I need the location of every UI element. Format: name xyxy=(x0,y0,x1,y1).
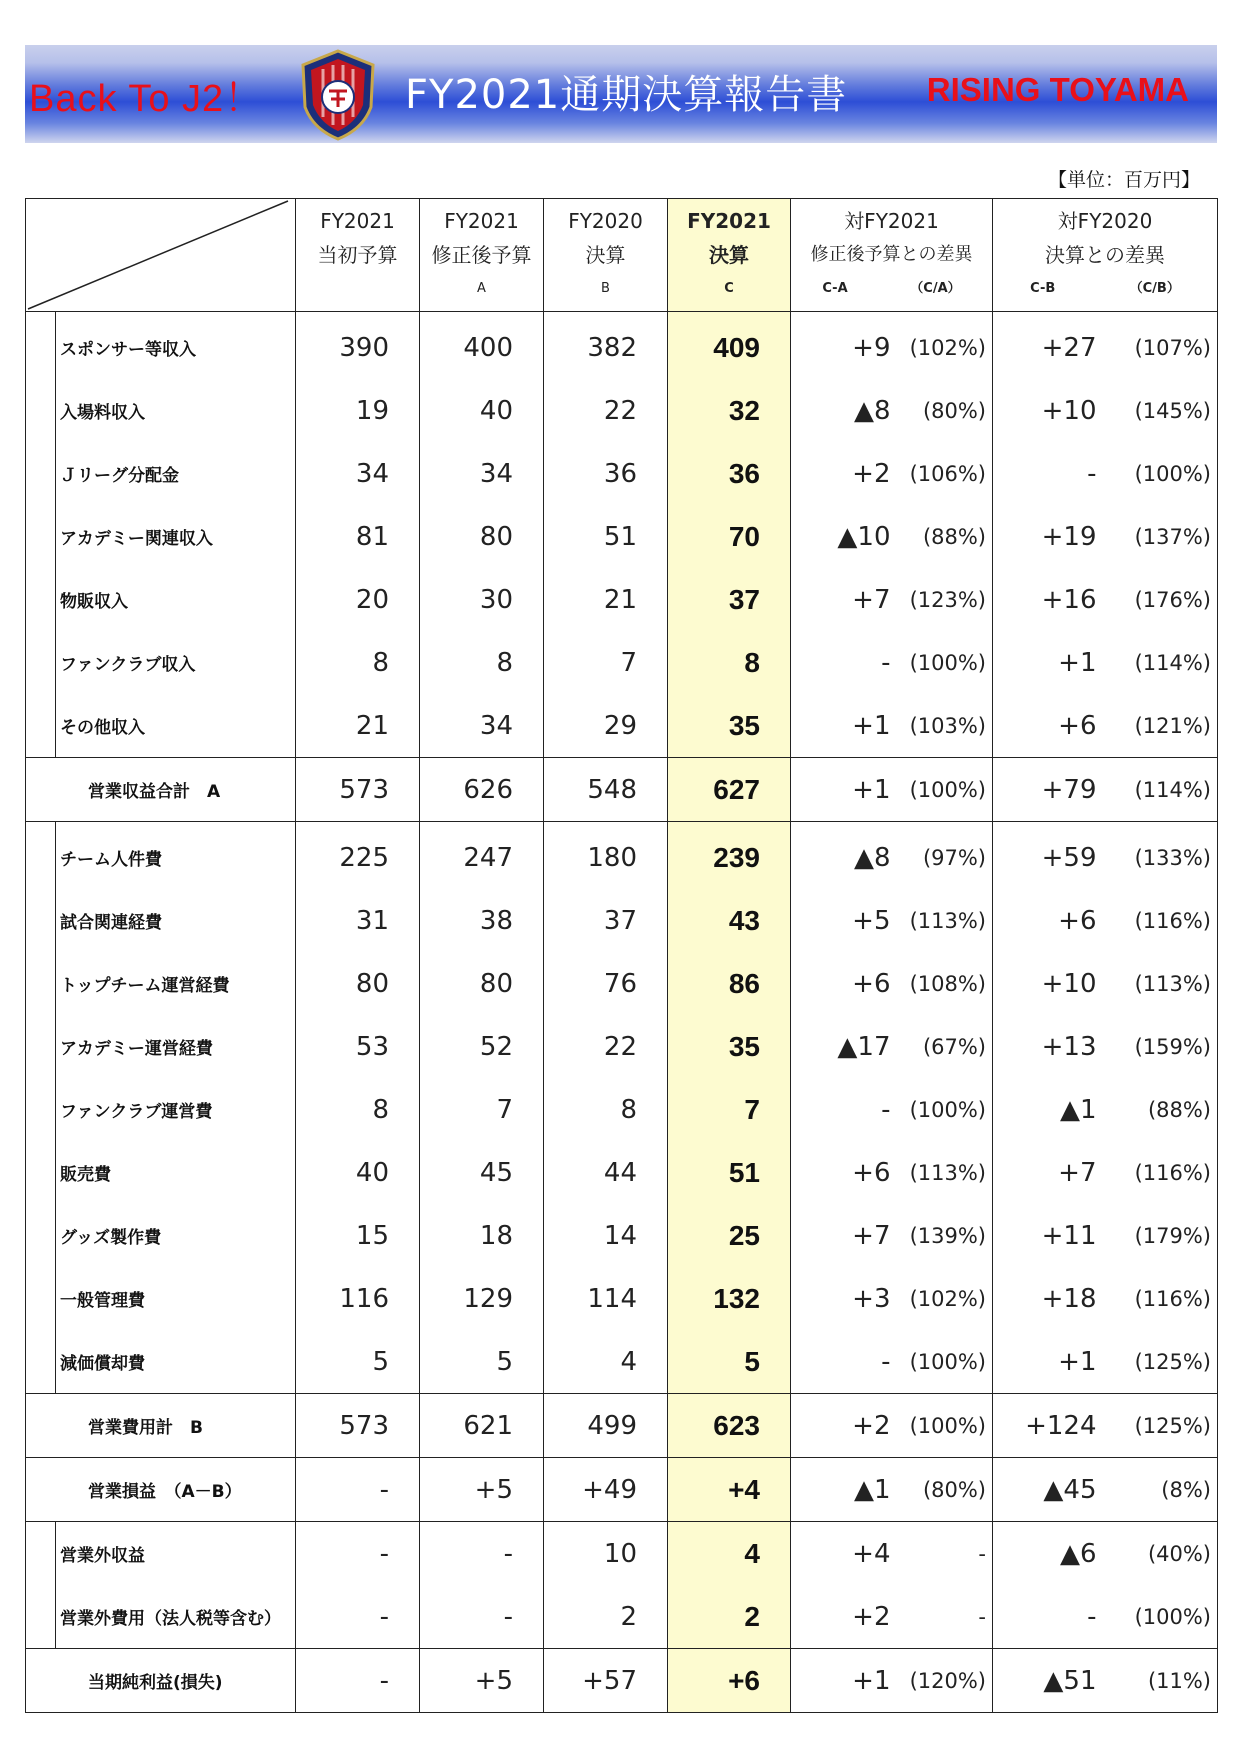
diff-vs-fy2020: +11 xyxy=(993,1204,1103,1267)
value-col-1: 7 xyxy=(420,1078,544,1141)
diff-vs-fy2020: +16 xyxy=(993,568,1103,631)
value-col-2: 44 xyxy=(544,1141,668,1204)
row-indent xyxy=(26,889,56,952)
ratio-vs-fy2020: (114%) xyxy=(1103,631,1218,694)
row-label: 営業損益 （A－B） xyxy=(26,1458,296,1522)
ratio-vs-fy2020: (100%) xyxy=(1103,1585,1218,1649)
value-col-2: 22 xyxy=(544,1015,668,1078)
row-indent xyxy=(26,442,56,505)
value-col-1: +5 xyxy=(420,1458,544,1522)
diff-vs-fy2020: +6 xyxy=(993,694,1103,758)
value-col-2: 29 xyxy=(544,694,668,758)
diff-vs-fy2020: ▲51 xyxy=(993,1649,1103,1713)
row-indent xyxy=(26,1330,56,1394)
row-indent xyxy=(26,1015,56,1078)
value-col-0: 5 xyxy=(296,1330,420,1394)
title-banner xyxy=(25,45,1217,143)
ratio-vs-fy2020: (137%) xyxy=(1103,505,1218,568)
ratio-vs-revised: (113%) xyxy=(909,1160,986,1185)
header-line1: FY2021 xyxy=(687,209,771,233)
ratio-vs-revised: (102%) xyxy=(909,1286,986,1311)
diff-vs-revised: +5 xyxy=(791,889,897,952)
ratio-vs-fy2020: (114%) xyxy=(1103,758,1218,822)
ratio-vs-fy2020: (88%) xyxy=(1103,1078,1218,1141)
value-col-0: 19 xyxy=(296,379,420,442)
header-code: A xyxy=(477,281,486,296)
row-label: 営業外費用（法人税等含む） xyxy=(56,1585,296,1649)
value-fy2021-actual: 35 xyxy=(668,694,791,758)
ratio-vs-revised: (100%) xyxy=(909,650,986,675)
slogan: Back To J2！ xyxy=(29,78,264,120)
value-col-1: - xyxy=(420,1585,544,1649)
ratio-vs-revised: (80%) xyxy=(897,1458,993,1522)
diff-vs-revised: +2 xyxy=(791,1585,897,1649)
value-col-2: 76 xyxy=(544,952,668,1015)
diff-vs-fy2020: ▲1 xyxy=(993,1078,1103,1141)
value-col-0: - xyxy=(296,1458,420,1522)
ratio-vs-revised: (80%) xyxy=(922,398,986,423)
ratio-vs-fy2020: (116%) xyxy=(1103,1141,1218,1204)
value-fy2021-actual: 8 xyxy=(668,631,791,694)
table-row xyxy=(26,822,1218,890)
value-col-0: 34 xyxy=(296,442,420,505)
ratio-vs-fy2020: (116%) xyxy=(1103,889,1218,952)
value-col-2: 8 xyxy=(544,1078,668,1141)
diff-vs-revised: - xyxy=(791,1330,897,1394)
row-label: ファンクラブ運営費 xyxy=(56,1078,296,1141)
ratio-vs-fy2020: (179%) xyxy=(1103,1204,1218,1267)
row-label: 営業外収益 xyxy=(56,1522,296,1586)
ratio-vs-revised: (108%) xyxy=(909,971,986,996)
club-name: RISING TOYAMA xyxy=(926,71,1189,108)
diff-vs-revised: +1 xyxy=(791,1649,897,1713)
table-row xyxy=(26,1330,1218,1394)
value-col-0: 8 xyxy=(296,631,420,694)
value-col-0: - xyxy=(296,1585,420,1649)
row-label: 販売費 xyxy=(56,1141,296,1204)
header-code: C-A xyxy=(822,281,848,296)
value-fy2021-actual: 5 xyxy=(668,1330,791,1394)
row-label: その他収入 xyxy=(56,694,296,758)
value-col-2: 2 xyxy=(544,1585,668,1649)
table-row xyxy=(26,1015,1218,1078)
value-col-0: 390 xyxy=(296,312,420,380)
ratio-vs-revised: (139%) xyxy=(909,1223,986,1248)
ratio-vs-fy2020: (145%) xyxy=(1103,379,1218,442)
value-fy2021-actual: 627 xyxy=(668,758,791,822)
ratio-vs-fy2020: (113%) xyxy=(1103,952,1218,1015)
table-row xyxy=(26,1267,1218,1330)
row-label: アカデミー関連収入 xyxy=(56,505,296,568)
diff-vs-fy2020: +59 xyxy=(993,822,1103,890)
value-col-0: 15 xyxy=(296,1204,420,1267)
value-col-1: 52 xyxy=(420,1015,544,1078)
value-col-2: 22 xyxy=(544,379,668,442)
diff-vs-revised: +3 xyxy=(791,1267,897,1330)
diff-vs-fy2020: +1 xyxy=(993,1330,1103,1394)
row-indent xyxy=(26,1267,56,1330)
row-indent xyxy=(26,1522,56,1586)
value-fy2021-actual: 25 xyxy=(668,1204,791,1267)
value-col-1: 5 xyxy=(420,1330,544,1394)
row-label: Ｊリーグ分配金 xyxy=(56,442,296,505)
value-col-1: 34 xyxy=(420,694,544,758)
table-row xyxy=(26,505,1218,568)
row-indent xyxy=(26,1204,56,1267)
ratio-vs-fy2020: (125%) xyxy=(1103,1330,1218,1394)
ratio-vs-revised: - xyxy=(978,1604,986,1629)
row-indent xyxy=(26,631,56,694)
ratio-vs-fy2020: (107%) xyxy=(1103,312,1218,380)
value-col-1: 400 xyxy=(420,312,544,380)
diff-vs-fy2020: - xyxy=(993,1585,1103,1649)
header-fy2021-actual xyxy=(668,199,791,312)
table-row xyxy=(26,1141,1218,1204)
value-col-0: - xyxy=(296,1522,420,1586)
diff-vs-fy2020: +79 xyxy=(993,758,1103,822)
diff-vs-revised: +7 xyxy=(791,1204,897,1267)
ratio-vs-fy2020: (116%) xyxy=(1103,1267,1218,1330)
table-row xyxy=(26,889,1218,952)
value-col-2: 382 xyxy=(544,312,668,380)
header-row xyxy=(26,199,1218,312)
value-col-1: 129 xyxy=(420,1267,544,1330)
value-fy2021-actual: 86 xyxy=(668,952,791,1015)
header-corner xyxy=(26,199,296,312)
ratio-vs-revised: (100%) xyxy=(909,1349,986,1374)
value-col-1: 626 xyxy=(420,758,544,822)
row-indent xyxy=(26,312,56,380)
ratio-vs-fy2020: (40%) xyxy=(1103,1522,1218,1586)
table-row xyxy=(26,442,1218,505)
diff-vs-revised: +1 xyxy=(791,694,897,758)
ratio-vs-fy2020: (176%) xyxy=(1103,568,1218,631)
value-fy2021-actual: 409 xyxy=(668,312,791,380)
row-label: アカデミー運営経費 xyxy=(56,1015,296,1078)
net-income-row xyxy=(26,1649,1218,1713)
value-col-0: 81 xyxy=(296,505,420,568)
row-label: スポンサー等収入 xyxy=(56,312,296,380)
diff-vs-fy2020: +7 xyxy=(993,1141,1103,1204)
diff-vs-fy2020: ▲45 xyxy=(993,1458,1103,1522)
ratio-vs-fy2020: (121%) xyxy=(1103,694,1218,758)
diff-vs-fy2020: +27 xyxy=(993,312,1103,380)
diff-vs-revised: - xyxy=(791,1078,897,1141)
value-col-2: 7 xyxy=(544,631,668,694)
diff-vs-revised: +6 xyxy=(791,952,897,1015)
header-line1: FY2021 xyxy=(444,209,519,233)
header-code: C xyxy=(724,281,734,296)
value-fy2021-actual: 623 xyxy=(668,1394,791,1458)
value-col-1: 30 xyxy=(420,568,544,631)
ratio-vs-fy2020: (8%) xyxy=(1103,1458,1218,1522)
value-col-2: 36 xyxy=(544,442,668,505)
row-indent xyxy=(26,1078,56,1141)
row-label: 試合関連経費 xyxy=(56,889,296,952)
value-col-1: 40 xyxy=(420,379,544,442)
ratio-vs-fy2020: (100%) xyxy=(1103,442,1218,505)
value-col-2: 4 xyxy=(544,1330,668,1394)
diagonal-line-icon xyxy=(26,199,296,311)
ratio-vs-revised: (102%) xyxy=(909,335,986,360)
value-fy2021-actual: 36 xyxy=(668,442,791,505)
value-col-2: 548 xyxy=(544,758,668,822)
value-col-1: 8 xyxy=(420,631,544,694)
diff-vs-revised: ▲1 xyxy=(791,1458,897,1522)
value-col-2: 114 xyxy=(544,1267,668,1330)
value-col-1: 38 xyxy=(420,889,544,952)
ratio-vs-revised: (103%) xyxy=(909,713,986,738)
ratio-vs-fy2020: (133%) xyxy=(1103,822,1218,890)
value-fy2021-actual: 132 xyxy=(668,1267,791,1330)
row-label: 一般管理費 xyxy=(56,1267,296,1330)
value-col-0: 80 xyxy=(296,952,420,1015)
expense-total-row xyxy=(26,1394,1218,1458)
value-fy2021-actual: 4 xyxy=(668,1522,791,1586)
diff-vs-revised: +2 xyxy=(791,1394,897,1458)
header-line2: 当初予算 xyxy=(317,243,398,267)
header-budget-revised xyxy=(420,199,544,312)
value-fy2021-actual: +6 xyxy=(668,1649,791,1713)
header-line2: 決算との差異 xyxy=(1045,243,1165,267)
diff-vs-fy2020: +10 xyxy=(993,379,1103,442)
ratio-vs-revised: (106%) xyxy=(909,461,986,486)
diff-vs-revised: +4 xyxy=(791,1522,897,1586)
value-col-2: 10 xyxy=(544,1522,668,1586)
header-diff-revised xyxy=(791,199,993,312)
value-col-0: 20 xyxy=(296,568,420,631)
value-fy2021-actual: 32 xyxy=(668,379,791,442)
value-col-0: 31 xyxy=(296,889,420,952)
table-row xyxy=(26,631,1218,694)
value-fy2021-actual: 70 xyxy=(668,505,791,568)
operating-profit-row xyxy=(26,1458,1218,1522)
diff-vs-revised: +9 xyxy=(791,312,897,380)
row-indent xyxy=(26,694,56,758)
value-fy2021-actual: 7 xyxy=(668,1078,791,1141)
ratio-vs-revised: (100%) xyxy=(897,1394,993,1458)
diff-vs-fy2020: +6 xyxy=(993,889,1103,952)
value-col-1: 45 xyxy=(420,1141,544,1204)
diff-vs-revised: +2 xyxy=(791,442,897,505)
row-label: チーム人件費 xyxy=(56,822,296,890)
header-code2: （C/B） xyxy=(1129,281,1180,296)
value-fy2021-actual: 35 xyxy=(668,1015,791,1078)
diff-vs-fy2020: +19 xyxy=(993,505,1103,568)
ratio-vs-revised: (120%) xyxy=(897,1649,993,1713)
row-label: 物販収入 xyxy=(56,568,296,631)
diff-vs-fy2020: ▲6 xyxy=(993,1522,1103,1586)
header-line1: FY2021 xyxy=(320,209,395,233)
header-line2: 決算 xyxy=(585,243,626,267)
row-indent xyxy=(26,952,56,1015)
header-fy2020-actual xyxy=(544,199,668,312)
value-col-2: 51 xyxy=(544,505,668,568)
ratio-vs-fy2020: (125%) xyxy=(1103,1394,1218,1458)
value-col-1: 621 xyxy=(420,1394,544,1458)
row-indent xyxy=(26,379,56,442)
diff-vs-revised: +1 xyxy=(791,758,897,822)
table-row xyxy=(26,694,1218,758)
value-col-0: 40 xyxy=(296,1141,420,1204)
diff-vs-fy2020: +13 xyxy=(993,1015,1103,1078)
document-title: FY2021通期決算報告書 xyxy=(405,72,848,118)
value-col-2: 180 xyxy=(544,822,668,890)
revenue-total-row xyxy=(26,758,1218,822)
header-budget-initial xyxy=(296,199,420,312)
value-col-1: 80 xyxy=(420,505,544,568)
row-label: 営業収益合計 A xyxy=(26,758,296,822)
value-col-1: 247 xyxy=(420,822,544,890)
ratio-vs-revised: (88%) xyxy=(922,524,986,549)
diff-vs-revised: ▲10 xyxy=(791,505,897,568)
ratio-vs-revised: - xyxy=(978,1541,986,1566)
value-col-2: +57 xyxy=(544,1649,668,1713)
value-col-1: 34 xyxy=(420,442,544,505)
row-indent xyxy=(26,822,56,890)
value-col-2: 499 xyxy=(544,1394,668,1458)
row-indent xyxy=(26,1141,56,1204)
table-row xyxy=(26,379,1218,442)
header-line1: 対FY2020 xyxy=(1057,209,1153,233)
value-col-0: - xyxy=(296,1649,420,1713)
ratio-vs-fy2020: (11%) xyxy=(1103,1649,1218,1713)
value-col-1: 80 xyxy=(420,952,544,1015)
diff-vs-revised: - xyxy=(791,631,897,694)
value-col-0: 116 xyxy=(296,1267,420,1330)
value-col-0: 573 xyxy=(296,758,420,822)
header-line1: FY2020 xyxy=(568,209,643,233)
value-col-1: 18 xyxy=(420,1204,544,1267)
value-fy2021-actual: 37 xyxy=(668,568,791,631)
row-label: ファンクラブ収入 xyxy=(56,631,296,694)
header-code: C-B xyxy=(1030,281,1056,296)
header-line2: 修正後予算 xyxy=(431,243,532,267)
row-label: 営業費用計 B xyxy=(26,1394,296,1458)
value-fy2021-actual: 239 xyxy=(668,822,791,890)
table-row xyxy=(26,1585,1218,1649)
row-label: 減価償却費 xyxy=(56,1330,296,1394)
value-col-2: 21 xyxy=(544,568,668,631)
diff-vs-fy2020: +124 xyxy=(993,1394,1103,1458)
diff-vs-revised: ▲8 xyxy=(791,379,897,442)
diff-vs-fy2020: +1 xyxy=(993,631,1103,694)
header-line2: 決算 xyxy=(709,243,749,267)
value-fy2021-actual: +4 xyxy=(668,1458,791,1522)
unit-note: 【単位：百万円】 xyxy=(1047,169,1200,191)
table-row xyxy=(26,1078,1218,1141)
header-diff-fy2020 xyxy=(993,199,1218,312)
value-col-2: +49 xyxy=(544,1458,668,1522)
value-col-0: 225 xyxy=(296,822,420,890)
diff-vs-revised: ▲8 xyxy=(791,822,897,890)
financial-table xyxy=(25,198,1218,1713)
value-fy2021-actual: 51 xyxy=(668,1141,791,1204)
ratio-vs-revised: (67%) xyxy=(922,1034,986,1059)
ratio-vs-revised: (100%) xyxy=(897,758,993,822)
value-col-0: 21 xyxy=(296,694,420,758)
diff-vs-fy2020: +18 xyxy=(993,1267,1103,1330)
diff-vs-revised: +7 xyxy=(791,568,897,631)
row-indent xyxy=(26,568,56,631)
table-row xyxy=(26,568,1218,631)
header-line1: 対FY2021 xyxy=(844,209,939,233)
value-col-0: 8 xyxy=(296,1078,420,1141)
value-fy2021-actual: 43 xyxy=(668,889,791,952)
ratio-vs-revised: (123%) xyxy=(909,587,986,612)
row-label: 当期純利益(損失) xyxy=(26,1649,296,1713)
value-col-2: 37 xyxy=(544,889,668,952)
table-row xyxy=(26,312,1218,380)
value-col-1: +5 xyxy=(420,1649,544,1713)
row-indent xyxy=(26,1585,56,1649)
header-code2: （C/A） xyxy=(910,281,961,296)
table-row xyxy=(26,1204,1218,1267)
ratio-vs-revised: (113%) xyxy=(909,908,986,933)
club-crest-icon xyxy=(293,47,383,143)
value-fy2021-actual: 2 xyxy=(668,1585,791,1649)
row-label: 入場料収入 xyxy=(56,379,296,442)
ratio-vs-fy2020: (159%) xyxy=(1103,1015,1218,1078)
value-col-1: - xyxy=(420,1522,544,1586)
diff-vs-revised: ▲17 xyxy=(791,1015,897,1078)
diff-vs-fy2020: - xyxy=(993,442,1103,505)
table-row xyxy=(26,1522,1218,1586)
diff-vs-fy2020: +10 xyxy=(993,952,1103,1015)
value-col-0: 53 xyxy=(296,1015,420,1078)
row-label: トップチーム運営経費 xyxy=(56,952,296,1015)
row-label: グッズ製作費 xyxy=(56,1204,296,1267)
header-line2: 修正後予算との差異 xyxy=(810,244,973,265)
ratio-vs-revised: (100%) xyxy=(909,1097,986,1122)
row-indent xyxy=(26,505,56,568)
value-col-2: 14 xyxy=(544,1204,668,1267)
value-col-0: 573 xyxy=(296,1394,420,1458)
table-row xyxy=(26,952,1218,1015)
diff-vs-revised: +6 xyxy=(791,1141,897,1204)
header-code: B xyxy=(601,281,610,296)
ratio-vs-revised: (97%) xyxy=(922,845,986,870)
